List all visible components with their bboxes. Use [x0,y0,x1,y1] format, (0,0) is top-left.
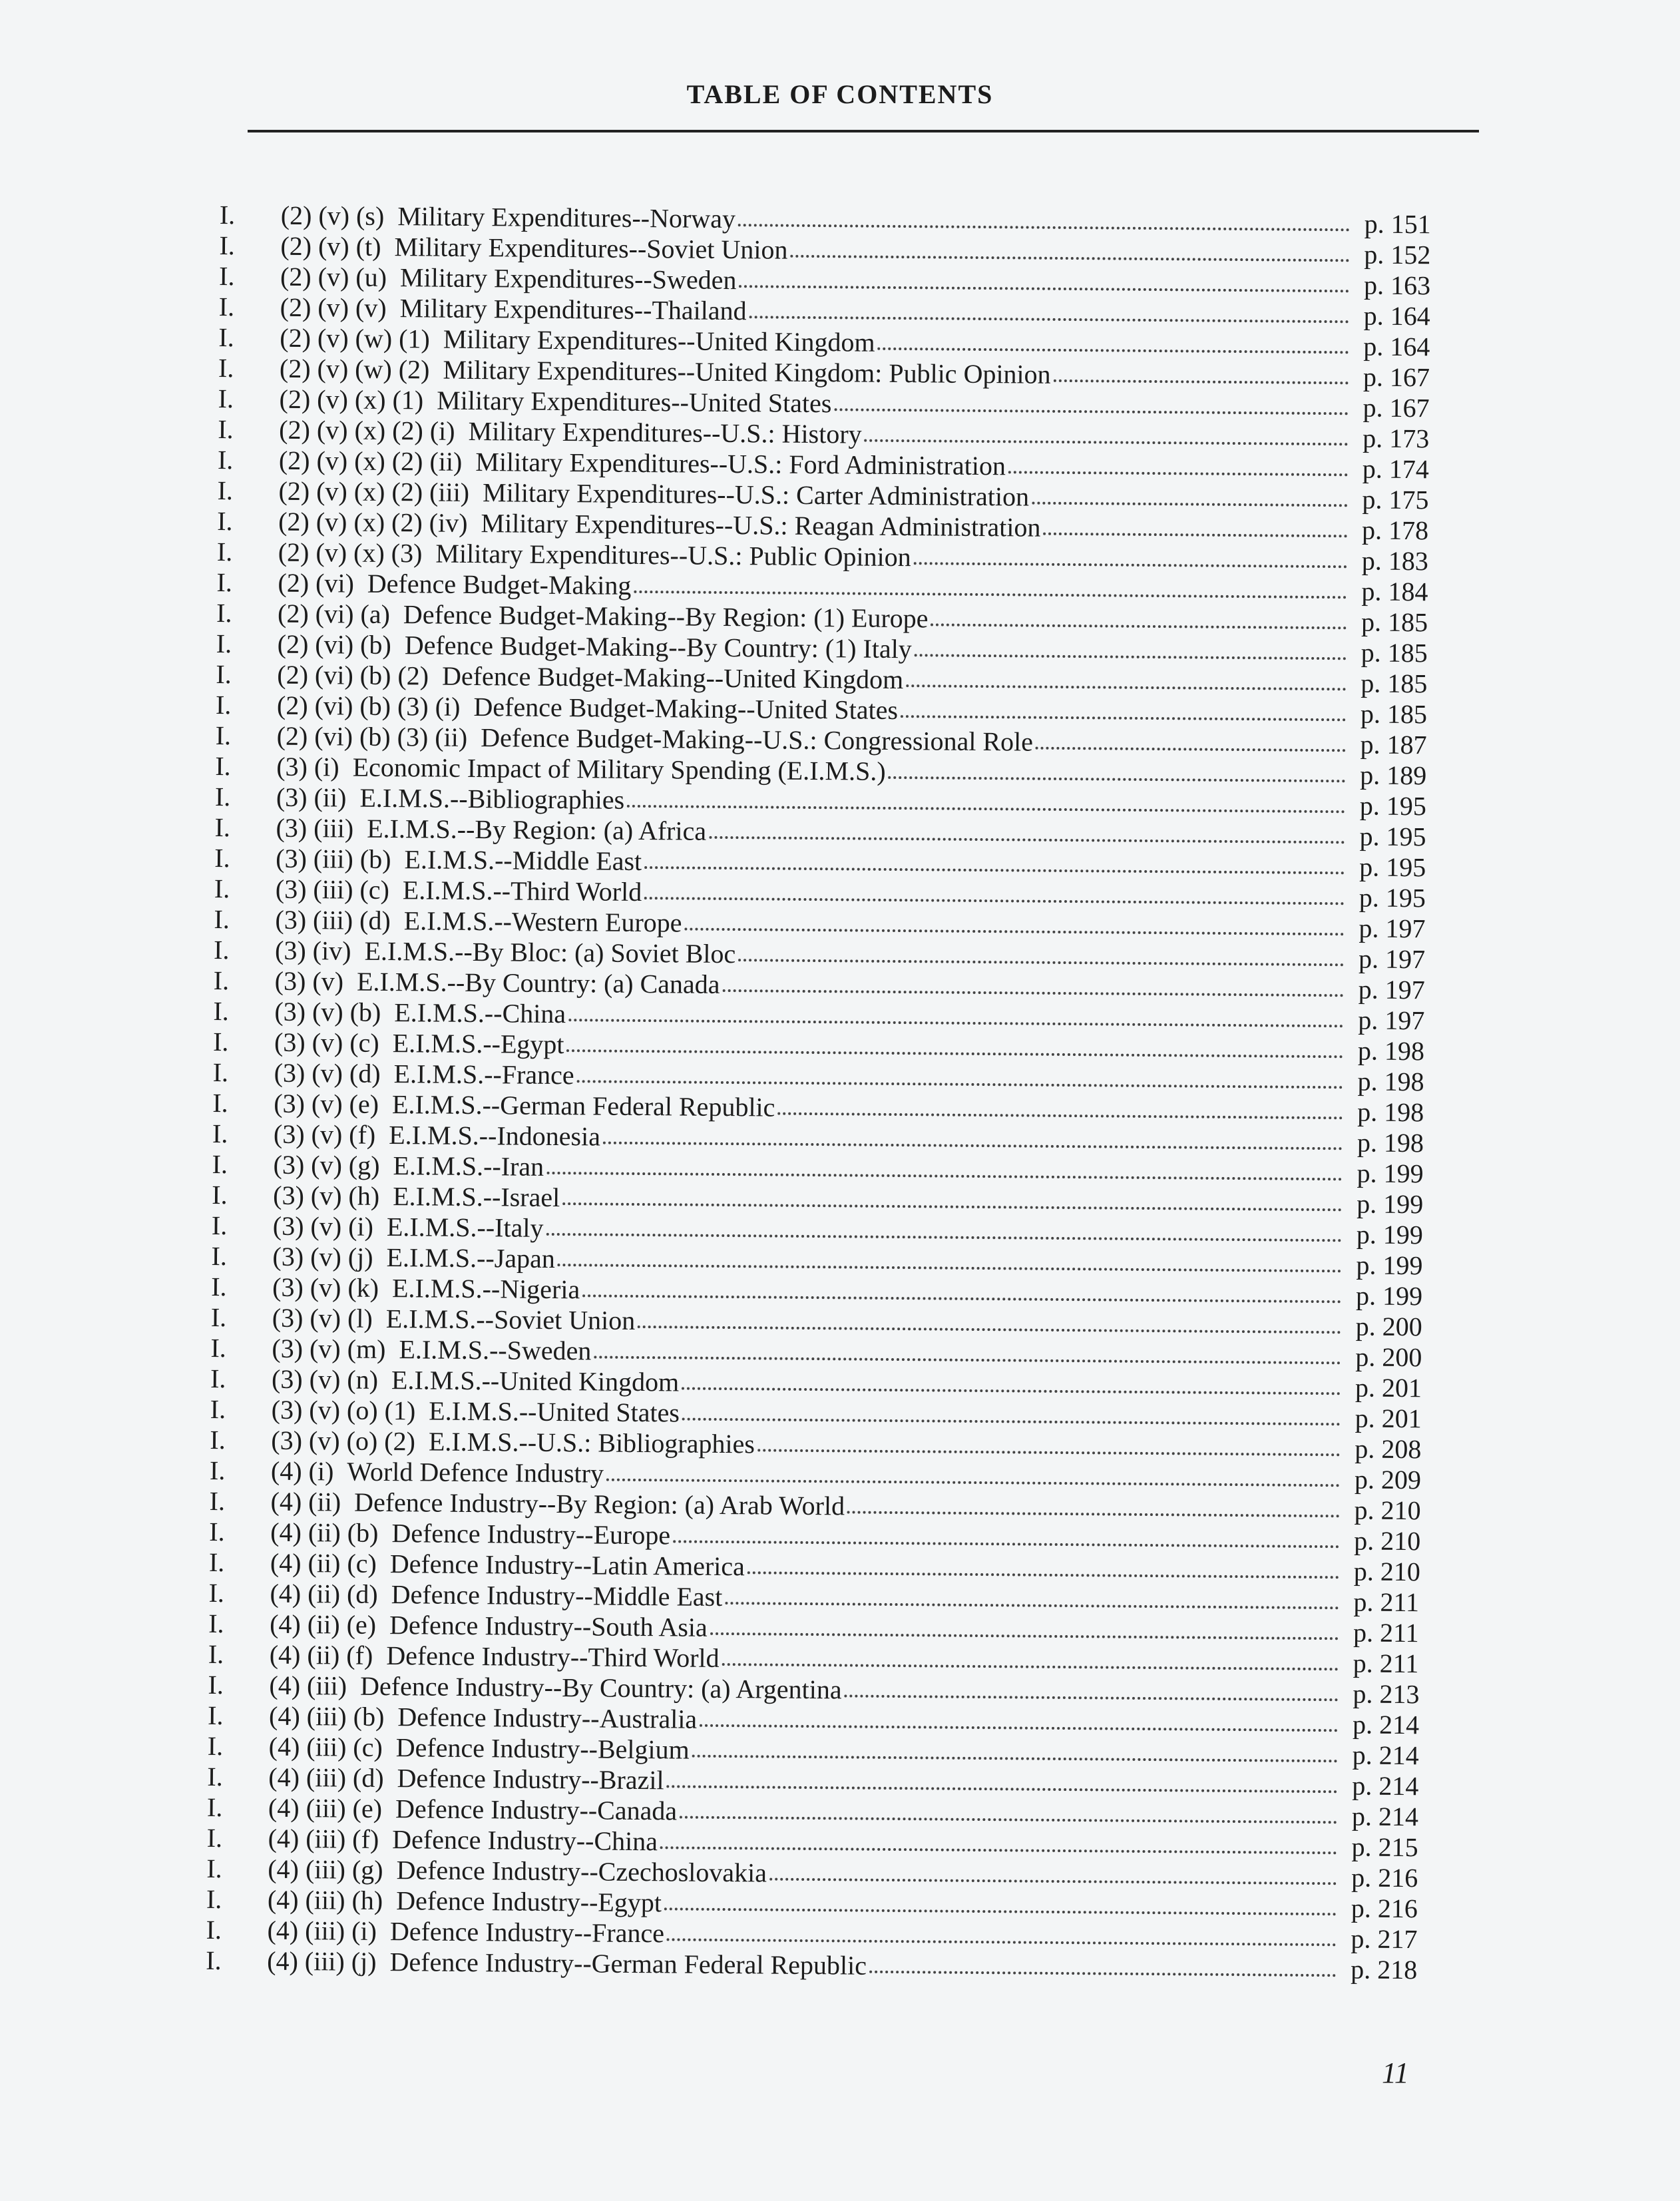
entry-section-number: I. [219,230,235,261]
entry-reference: (3) (v) (o) (1) [271,1394,416,1426]
entry-reference: (4) (ii) (b) [270,1517,379,1548]
entry-reference: (3) (v) (k) [272,1272,379,1303]
entry-page: p. 199 [1357,1158,1424,1189]
entry-title: E.I.M.S.--United Kingdom [391,1365,680,1397]
entry-section-number: I. [214,781,231,812]
entry-page: p. 199 [1356,1250,1423,1281]
dot-leader [634,591,1347,599]
entry-reference: (4) (iii) (i) [267,1915,377,1946]
dot-leader [747,1571,1339,1579]
entry-page: p. 197 [1358,974,1425,1005]
entry-title: E.I.M.S.--Soviet Union [385,1304,636,1336]
entry-title: Defence Industry--China [392,1824,658,1857]
dot-leader [844,1694,1338,1701]
dot-leader [906,684,1346,690]
entry-title: Defence Budget-Making--U.S.: Congressional Role [481,722,1034,757]
entry-title: E.I.M.S.--Third World [402,875,642,907]
entry-page: p. 213 [1353,1678,1420,1710]
entry-section-number: I. [216,567,232,598]
entry-title: Military Expenditures--Norway [397,201,736,234]
entry-reference: (2) (vi) (b) (3) (ii) [276,720,468,752]
dot-leader [680,1816,1337,1824]
entry-section-number: I. [206,1914,222,1945]
entry-reference: (4) (i) [270,1455,334,1487]
entry-section-number: I. [209,1455,226,1486]
entry-title: E.I.M.S.--Indonesia [389,1120,601,1152]
entry-section-number: I. [210,1332,226,1363]
dot-leader [757,1449,1340,1456]
entry-title: World Defence Industry [347,1456,604,1489]
dot-leader [700,1724,1338,1732]
entry-reference: (3) (v) (n) [271,1363,379,1395]
entry-page: p. 167 [1363,362,1430,393]
entry-title: E.I.M.S.--Japan [386,1242,556,1274]
dot-leader [847,1511,1340,1517]
entry-reference: (3) (iii) (c) [275,873,390,905]
entry-section-number: I. [207,1700,224,1731]
entry-reference: (2) (v) (u) [280,261,387,292]
entry-reference: (4) (iii) (h) [267,1884,383,1916]
entry-title: Defence Industry--Belgium [395,1732,690,1765]
entry-reference: (3) (iii) [276,812,354,844]
entry-title: Military Expenditures--U.S.: Public Opinion [435,538,911,573]
entry-section-number: I. [216,536,233,567]
entry-reference: (3) (v) [274,965,344,997]
entry-title: Defence Industry--Middle East [391,1579,723,1612]
entry-page: p. 184 [1361,576,1428,607]
entry-page: p. 198 [1357,1066,1424,1097]
entry-title: Defence Industry--Brazil [397,1763,664,1796]
entry-section-number: I. [212,1026,229,1057]
dot-leader [777,1112,1343,1120]
entry-title: Defence Budget-Making--By Region: (1) Europe [403,599,929,634]
dot-leader [1032,502,1347,507]
dot-leader [931,623,1347,629]
entry-title: E.I.M.S.--Western Europe [403,905,682,938]
dot-leader [606,1479,1340,1487]
entry-page: p. 151 [1364,208,1431,240]
entry-section-number: I. [208,1608,224,1639]
entry-section-number: I. [219,200,236,230]
toc-list [206,200,1438,1985]
entry-page: p. 189 [1360,760,1427,791]
entry-page: p. 167 [1363,392,1430,423]
entry-title: E.I.M.S.--By Region: (a) Africa [367,813,707,846]
dot-leader [666,1785,1337,1793]
entry-page: p. 214 [1351,1801,1419,1832]
dot-leader [603,1142,1343,1150]
entry-section-number: I. [218,383,234,414]
entry-title: Defence Industry--South Asia [389,1610,708,1642]
entry-section-number: I. [208,1577,225,1608]
entry-title: Defence Industry--Czechoslovakia [396,1855,767,1888]
entry-page: p. 164 [1363,331,1430,362]
entry-reference: (3) (v) (b) [274,996,381,1027]
entry-title: Defence Industry--By Country: (a) Argentina [359,1670,842,1705]
dot-leader [709,836,1345,844]
entry-reference: (3) (iii) (b) [276,843,391,875]
entry-reference: (2) (vi) (b) (3) (i) [276,690,461,722]
entry-section-number: I. [217,444,234,475]
entry-page: p. 197 [1359,913,1426,944]
dot-leader [546,1172,1342,1180]
entry-page: p. 214 [1352,1740,1419,1771]
dot-leader [834,408,1348,415]
entry-section-number: I. [206,1792,223,1823]
entry-section-number: I. [211,1240,228,1272]
dot-leader [739,285,1349,292]
entry-reference: (2) (v) (x) (2) (i) [279,414,455,446]
entry-page: p. 195 [1359,852,1426,883]
entry-page: p. 163 [1363,270,1431,301]
entry-page: p. 198 [1357,1127,1424,1158]
entry-section-number: I. [208,1669,224,1700]
entry-title: Military Expenditures--Sweden [399,262,737,296]
dot-leader [546,1233,1341,1242]
entry-page: p. 217 [1351,1923,1418,1955]
entry-section-number: I. [213,965,230,996]
entry-page: p. 197 [1358,943,1426,975]
entry-reference: (2) (v) (v) [280,292,387,323]
entry-title: Defence Industry--Third World [386,1640,720,1673]
dot-leader [558,1264,1342,1272]
entry-reference: (4) (iii) (f) [268,1823,379,1854]
entry-section-number: I. [211,1210,228,1241]
entry-section-number: I. [218,413,234,445]
entry-title: E.I.M.S.--Egypt [392,1028,564,1060]
entry-page: p. 201 [1355,1403,1422,1434]
entry-page: p. 211 [1353,1587,1420,1618]
entry-title: Military Expenditures--United Kingdom [443,324,875,358]
dot-leader [769,1878,1337,1885]
dot-leader [738,959,1344,966]
entry-title: E.I.M.S.--Nigeria [391,1273,580,1305]
entry-title: E.I.M.S.--France [393,1059,574,1091]
entry-title: E.I.M.S.--By Bloc: (a) Soviet Bloc [364,935,736,969]
entry-section-number: I. [210,1393,226,1425]
entry-section-number: I. [212,1057,229,1088]
entry-page: p. 178 [1361,515,1429,546]
entry-page: p. 201 [1355,1372,1422,1403]
dot-leader [865,439,1349,446]
entry-page: p. 210 [1354,1495,1421,1526]
entry-reference: (3) (v) (h) [273,1180,380,1211]
entry-page: p. 218 [1351,1954,1418,1985]
entry-title: Economic Impact of Military Spending (E.I.M.S.) [352,752,886,786]
entry-section-number: I. [214,842,230,873]
dot-leader [1008,471,1348,476]
entry-title: Defence Industry--Canada [395,1794,678,1826]
entry-title: Defence Budget-Making--United States [473,692,899,726]
entry-page: p. 215 [1351,1832,1418,1863]
entry-section-number: I. [212,1148,228,1180]
dot-leader [682,1387,1341,1395]
entry-page: p. 199 [1356,1219,1424,1250]
entry-reference: (3) (iii) (d) [275,904,391,936]
entry-title: E.I.M.S.--Bibliographies [359,782,625,815]
entry-reference: (2) (vi) (a) [277,598,391,630]
entry-page: p. 183 [1361,545,1428,577]
dot-leader [594,1355,1341,1364]
entry-reference: (3) (v) (c) [274,1027,379,1058]
entry-section-number: I. [208,1638,224,1670]
dot-leader [664,1907,1337,1915]
entry-title: Defence Industry--Latin America [389,1549,745,1582]
dot-leader [1036,747,1346,752]
entry-reference: (4) (ii) (f) [269,1639,373,1670]
dot-leader [915,654,1347,660]
dot-leader [901,715,1346,721]
entry-page: p. 209 [1354,1464,1422,1495]
entry-reference: (4) (iii) (j) [267,1945,377,1977]
entry-title: Military Expenditures--United Kingdom: Public Opinion [443,354,1051,389]
dot-leader [577,1080,1343,1089]
entry-title: E.I.M.S.--German Federal Republic [391,1089,775,1122]
entry-title: Military Expenditures--U.S.: History [468,415,862,449]
dot-leader [914,562,1347,568]
entry-title: Military Expenditures--Soviet Union [394,232,788,265]
entry-title: E.I.M.S.--Middle East [404,844,642,877]
entry-page: p. 185 [1360,698,1428,730]
entry-reference: (2) (v) (t) [280,230,381,262]
entry-page: p. 195 [1359,882,1426,913]
entry-page: p. 185 [1361,668,1428,699]
dot-leader [684,928,1344,936]
entry-section-number: I. [212,1179,228,1210]
dot-leader [682,1418,1341,1426]
entry-title: E.I.M.S.--China [394,997,566,1029]
entry-page: p. 216 [1351,1893,1418,1924]
entry-reference: (4) (iii) (b) [268,1700,385,1732]
entry-page: p. 210 [1353,1556,1421,1587]
entry-reference: (2) (vi) (b) (2) [277,659,429,691]
entry-section-number: I. [214,812,231,843]
dot-leader [582,1294,1341,1303]
entry-title: E.I.M.S.--Israel [392,1181,560,1213]
dot-leader [725,1602,1339,1609]
entry-section-number: I. [210,1363,226,1394]
dot-leader [562,1202,1342,1211]
entry-reference: (3) (v) (j) [272,1241,373,1272]
entry-reference: (2) (vi) (b) [277,628,391,660]
entry-reference: (2) (v) (w) (2) [279,353,430,385]
entry-section-number: I. [218,260,235,292]
entry-reference: (2) (v) (x) (2) (ii) [278,445,463,477]
dot-leader [660,1846,1337,1854]
entry-section-number: I. [206,1945,222,1976]
dot-leader [673,1540,1339,1548]
entry-page: p. 211 [1353,1617,1419,1648]
entry-page: p. 208 [1355,1433,1422,1465]
entry-title: Defence Industry--Australia [397,1702,698,1734]
entry-reference: (3) (v) (g) [273,1149,380,1180]
entry-page: p. 173 [1363,423,1430,454]
entry-reference: (4) (ii) (c) [270,1547,377,1579]
entry-section-number: I. [209,1516,225,1547]
entry-section-number: I. [214,873,230,904]
entry-page: p. 195 [1359,821,1426,852]
entry-page: p. 174 [1362,453,1430,485]
dot-leader [1054,379,1349,384]
entry-page: p. 187 [1360,729,1427,760]
entry-section-number: I. [216,597,232,628]
entry-title: Defence Industry--By Region: (a) Arab World [353,1487,845,1521]
entry-page: p. 198 [1357,1097,1424,1128]
entry-title: Military Expenditures--Thailand [399,293,747,326]
entry-reference: (2) (v) (x) (3) [278,537,423,569]
entry-section-number: I. [215,720,232,751]
entry-section-number: I. [217,475,234,506]
dot-leader [738,224,1350,231]
entry-page: p. 199 [1355,1280,1423,1312]
entry-section-number: I. [215,689,232,720]
entry-title: Defence Budget-Making--By Country: (1) Italy [404,630,912,664]
dot-leader [749,316,1349,323]
entry-title: E.I.M.S.--Iran [393,1150,544,1182]
entry-section-number: I. [217,505,233,537]
entry-reference: (2) (v) (x) (2) (iii) [278,475,470,507]
entry-page: p. 164 [1363,300,1430,332]
entry-section-number: I. [215,750,231,782]
entry-reference: (4) (iii) (c) [268,1731,383,1762]
entry-title: Defence Budget-Making [367,568,632,601]
entry-reference: (4) (iii) (e) [268,1792,383,1824]
entry-reference: (4) (iii) (d) [268,1762,384,1794]
entry-reference: (2) (v) (s) [280,200,385,231]
entry-title: Military Expenditures--U.S.: Ford Administration [475,447,1006,481]
entry-title: Defence Budget-Making--United Kingdom [441,660,904,695]
dot-leader [722,1663,1339,1670]
entry-page: p. 175 [1362,484,1429,515]
entry-section-number: I. [207,1730,224,1762]
dot-leader [710,1632,1339,1640]
entry-section-number: I. [216,658,232,690]
entry-section-number: I. [211,1271,227,1302]
entry-reference: (3) (v) (o) (2) [271,1425,416,1457]
entry-page: p. 200 [1355,1311,1422,1342]
entry-section-number: I. [208,1547,225,1578]
entry-page: p. 197 [1358,1005,1425,1036]
entry-reference: (4) (ii) (d) [270,1578,378,1609]
entry-section-number: I. [206,1883,222,1915]
entry-section-number: I. [206,1853,222,1884]
entry-section-number: I. [213,995,229,1027]
entry-reference: (3) (v) (e) [274,1088,379,1119]
dot-leader [644,897,1345,905]
entry-page: p. 152 [1364,239,1431,270]
entry-page: p. 199 [1357,1188,1424,1220]
entry-title: Military Expenditures--U.S.: Reagan Administration [481,508,1041,543]
entry-section-number: I. [218,352,234,383]
entry-title: E.I.M.S.--Italy [386,1212,544,1243]
entry-page: p. 200 [1355,1342,1422,1373]
dot-leader [638,1326,1341,1334]
dot-leader [877,348,1349,354]
dot-leader [1043,533,1347,538]
entry-reference: (3) (iv) [274,935,351,966]
entry-page: p. 198 [1357,1035,1425,1067]
entry-title: E.I.M.S.--United States [429,1395,680,1428]
entry-reference: (2) (v) (x) (2) (iv) [278,506,468,538]
entry-page: p. 211 [1353,1648,1419,1679]
dot-leader [722,989,1343,997]
entry-reference: (2) (v) (w) (1) [280,322,430,354]
dot-leader [644,866,1345,874]
entry-title: E.I.M.S.--U.S.: Bibliographies [428,1426,755,1459]
entry-reference: (3) (v) (f) [273,1118,376,1150]
entry-page: p. 195 [1359,790,1427,822]
entry-title: Defence Industry--Europe [391,1518,671,1551]
entry-section-number: I. [212,1118,228,1149]
dot-leader [667,1938,1337,1946]
entry-title: E.I.M.S.--Sweden [399,1334,592,1366]
entry-section-number: I. [218,291,235,322]
entry-reference: (3) (v) (i) [272,1210,374,1242]
entry-section-number: I. [207,1761,223,1792]
entry-page: p. 185 [1361,607,1428,638]
entry-reference: (4) (ii) (e) [270,1608,377,1640]
entry-reference: (3) (v) (d) [274,1057,381,1089]
entry-page: p. 216 [1351,1862,1418,1893]
entry-title: Military Expenditures--United States [437,385,832,419]
entry-title: Defence Industry--German Federal Republic [389,1947,867,1981]
title-rule [248,130,1479,132]
entry-page: p. 185 [1361,637,1428,668]
entry-reference: (2) (vi) [278,567,355,599]
entry-section-number: I. [213,934,230,965]
page-number: 11 [1382,2057,1409,2089]
entry-page: p. 210 [1354,1525,1421,1557]
entry-section-number: I. [214,903,230,935]
entry-section-number: I. [210,1424,226,1455]
entry-reference: (3) (v) (l) [272,1302,373,1334]
entry-page: p. 214 [1352,1770,1419,1802]
entry-section-number: I. [209,1485,226,1517]
entry-reference: (4) (iii) [269,1670,347,1701]
entry-title: E.I.M.S.--By Country: (a) Canada [356,966,720,999]
dot-leader [566,1049,1343,1058]
entry-reference: (3) (ii) [276,782,347,813]
entry-reference: (3) (v) (m) [272,1333,386,1365]
entry-section-number: I. [210,1302,227,1333]
entry-section-number: I. [218,322,234,353]
entry-section-number: I. [216,628,232,659]
entry-title: Defence Industry--Egypt [396,1885,662,1918]
entry-reference: (2) (v) (x) (1) [279,383,424,415]
dot-leader [627,805,1345,813]
dot-leader [889,776,1346,782]
dot-leader [790,255,1349,262]
entry-reference: (4) (iii) (g) [268,1853,383,1885]
dot-leader [692,1755,1338,1763]
entry-section-number: I. [212,1087,228,1118]
entry-title: Military Expenditures--U.S.: Carter Administration [482,477,1030,512]
entry-section-number: I. [206,1822,223,1853]
entry-page: p. 214 [1352,1709,1420,1740]
dot-leader [568,1019,1343,1027]
page-title: TABLE OF CONTENTS [686,79,994,109]
entry-title: Defence Industry--France [389,1916,665,1949]
dot-leader [869,1971,1336,1977]
entry-reference: (3) (i) [276,751,339,782]
entry-reference: (4) (ii) [270,1486,341,1517]
